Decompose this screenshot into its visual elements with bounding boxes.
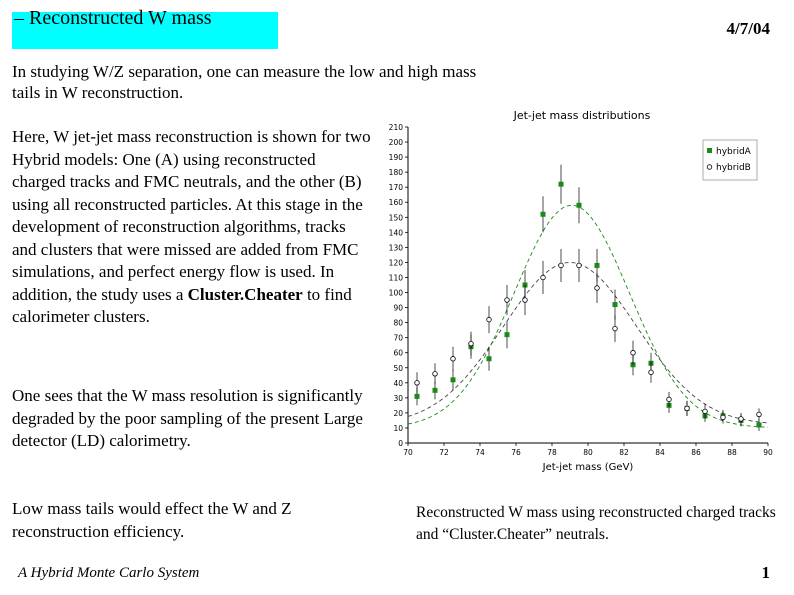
y-tick-label-1: 10 (393, 423, 403, 433)
chart-legend (703, 140, 757, 180)
mass-distribution-figure (380, 103, 780, 475)
hybridB-point-6 (523, 298, 528, 303)
hybridB-point-15 (685, 406, 690, 411)
hybridB-point-8 (559, 263, 564, 268)
x-tick-label-9: 88 (727, 448, 737, 457)
y-tick-label-4: 40 (393, 378, 403, 388)
paragraph-models-end: to find calorimeter clusters. (12, 284, 352, 326)
hybridB-point-7 (541, 275, 546, 280)
y-tick-label-19: 190 (388, 153, 403, 163)
y-tick-label-9: 90 (393, 303, 403, 313)
hybridA-point-7 (541, 212, 546, 217)
x-tick-label-7: 84 (655, 448, 665, 457)
title-dash: – (14, 7, 24, 29)
hybridB-point-5 (505, 298, 510, 303)
y-tick-label-2: 20 (393, 408, 403, 418)
x-tick-label-3: 76 (511, 448, 521, 457)
chart-title: Jet-jet mass distributions (513, 109, 651, 122)
hybridA-point-19 (757, 422, 762, 427)
footer-title: A Hybrid Monte Carlo System (18, 565, 200, 581)
y-tick-label-17: 170 (388, 183, 403, 193)
y-tick-label-8: 80 (393, 318, 403, 328)
hybridB-point-19 (757, 412, 762, 417)
hybridA-point-11 (613, 302, 618, 307)
paragraph-tails: Low mass tails would effect the W and Z reconstruction efficiency. (12, 499, 292, 541)
intro-text: In studying W/Z separation, one can measure the low and high mass tails in W reconstruction. (12, 62, 477, 102)
y-tick-label-5: 50 (393, 363, 403, 373)
slide-title (14, 7, 278, 29)
legend-label-hybridB: hybridB (716, 163, 751, 173)
legend-label-hybridA: hybridA (716, 147, 751, 157)
legend-marker-hybridA (707, 148, 712, 153)
hybridA-point-2 (451, 377, 456, 382)
mass-distribution-chart (380, 103, 780, 475)
hybridB-point-9 (577, 263, 582, 268)
title-label: Reconstructed W mass (29, 7, 212, 29)
hybridA-point-1 (433, 388, 438, 393)
x-tick-label-8: 86 (691, 448, 701, 457)
x-axis-label: Jet-jet mass (GeV) (542, 462, 634, 473)
x-tick-label-5: 80 (583, 448, 593, 457)
y-tick-label-12: 120 (388, 258, 403, 268)
legend-box (703, 140, 757, 180)
hybridA-point-10 (595, 263, 600, 268)
hybridB-point-1 (433, 371, 438, 376)
hybridA-point-5 (505, 332, 510, 337)
hybridB-point-14 (667, 397, 672, 402)
hybridA-point-8 (559, 182, 564, 187)
slide-date: 4/7/04 (726, 19, 770, 38)
y-tick-label-3: 30 (393, 393, 403, 403)
hybridA-point-9 (577, 203, 582, 208)
x-tick-label-10: 90 (763, 448, 773, 457)
hybridB-point-2 (451, 356, 456, 361)
hybridB-point-18 (739, 417, 744, 422)
hybridB-point-0 (415, 381, 420, 386)
y-tick-label-14: 140 (388, 228, 403, 238)
y-tick-label-18: 180 (388, 168, 403, 178)
hybridB-point-4 (487, 317, 492, 322)
x-tick-label-0: 70 (403, 448, 413, 457)
y-tick-label-10: 100 (388, 288, 403, 298)
y-tick-label-21: 210 (388, 123, 403, 132)
hybridB-point-11 (613, 326, 618, 331)
hybridB-point-3 (469, 341, 474, 346)
paragraph-models-text: Here, W jet-jet mass reconstruction is shown for two Hybrid models: One (A) using reconstructed charged tracks and FMC neutrals, and the other (B) using all reconstructed particles. At this stage in the development of reconstruction algorithms, tracks and clusters that were missed are added from FMC simulations, and perfect energy flow is used. In addition, the study uses a (12, 127, 371, 304)
y-tick-label-16: 160 (388, 198, 403, 208)
hybridB-point-13 (649, 370, 654, 375)
y-tick-label-6: 60 (393, 348, 403, 358)
page-number: 1 (761, 563, 770, 582)
hybridA-point-0 (415, 394, 420, 399)
hybridB-point-17 (721, 415, 726, 420)
x-tick-label-6: 82 (619, 448, 629, 457)
x-tick-label-4: 78 (547, 448, 557, 457)
paragraph-models (12, 126, 372, 329)
y-tick-label-20: 200 (388, 138, 403, 148)
hybridB-point-12 (631, 350, 636, 355)
hybridB-point-10 (595, 286, 600, 291)
paragraph-resolution: One sees that the W mass resolution is significantly degraded by the poor sampling of the present Large detector (LD) calorimetry. (12, 386, 363, 450)
x-tick-label-2: 74 (475, 448, 485, 457)
y-tick-label-11: 110 (388, 273, 403, 283)
cluster-cheater-term: Cluster.Cheater (187, 284, 303, 304)
y-tick-label-13: 130 (388, 243, 403, 253)
y-tick-label-15: 150 (388, 213, 403, 223)
y-tick-label-0: 0 (398, 439, 403, 448)
figure-caption: Reconstructed W mass using reconstructed charged tracks and “Cluster.Cheater” neutrals. (416, 504, 776, 543)
x-tick-label-1: 72 (439, 448, 449, 457)
y-tick-label-7: 70 (393, 333, 403, 343)
hybridA-point-4 (487, 356, 492, 361)
hybridB-point-16 (703, 409, 708, 414)
